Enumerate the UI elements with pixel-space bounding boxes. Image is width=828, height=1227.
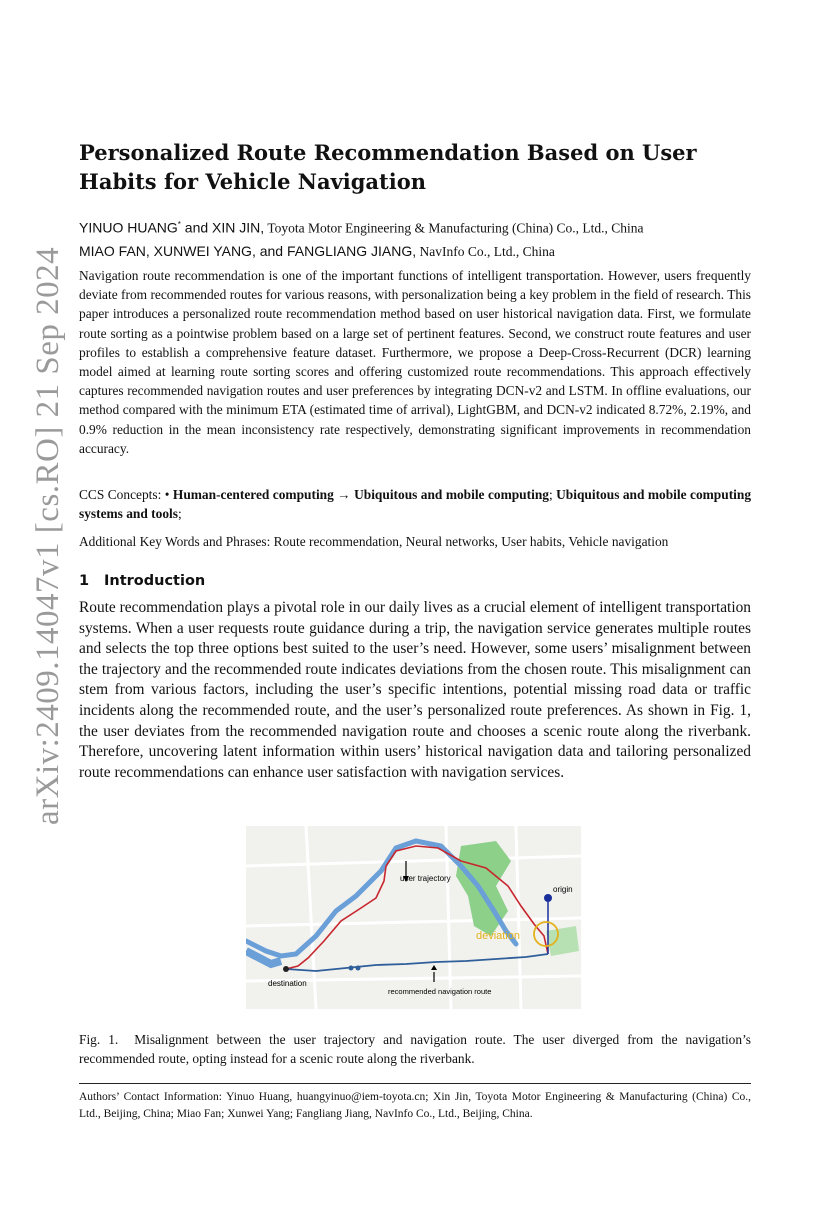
abstract: Navigation route recommendation is one of the important functions of intelligent transportation. However, users frequently deviate from recommended routes for various reasons, with personalization being a key problem in the field of research. This paper introduces a personalized route recommendation method based on user historical navigation data. First, we formulate route sorting as a pointwise problem based on a large set of pertinent features. Second, we construct route features and user profiles to establish a comprehensive feature dataset. Furthermore, we propose a Deep-Cross-Recurrent (DCR) learning model aimed at learning route sorting scores and offering customized route recommendations. This approach effectively captures recommended navigation routes and user preferences by integrating DCN-v2 and LSTM. In offline evaluations, our method compared with the minimum ETA (estimated time of arrival), LightGBM, and DCN-v2 indicated 8.72%, 2.19%, and 0.9% reduction in the mean inconsistency rate respectively, demonstrating significant improvements in recommendation accuracy. (79, 268, 751, 456)
affiliation-2: NavInfo Co., Ltd., China (416, 243, 555, 259)
caption-text: Misalignment between the user trajectory and navigation route. The user diverged from the navigation’s recommended route, opting instead for a scenic route along the riverbank. (79, 1032, 751, 1067)
ccs-bullet: • (164, 487, 173, 502)
author-contact-footnote: Authors’ Contact Information: Yinuo Huang, huangyinuo@iem-toyota.cn; Xin Jin, Toyota Motor Engineering & Manufacturing (China) Co., Ltd., Beijing, China; Miao Fan; Xunwei Yang; Fangliang Jiang, NavInfo Co., Ltd., Beijing, China. (79, 1091, 751, 1120)
paper-title: Personalized Route Recommendation Based on User Habits for Vehicle Navigation (79, 140, 697, 194)
label-recommended-route: recommended navigation route (388, 987, 492, 996)
section-number: 1 (79, 573, 90, 589)
map-svg (246, 826, 581, 1009)
park-area-2 (546, 926, 579, 956)
author-names-1: YINUO HUANG (79, 219, 178, 236)
author-line-2 (79, 240, 769, 263)
ccs-sep: ; (548, 487, 557, 502)
footnote-divider (79, 1083, 751, 1084)
figure-map (246, 826, 581, 1009)
author-block (79, 214, 769, 263)
author-line-1 (79, 214, 769, 240)
author-names-2: MIAO FAN, XUNWEI YANG, and FANGLIANG JIANG, (79, 242, 417, 259)
figure-caption (79, 1030, 751, 1068)
label-origin: origin (553, 885, 573, 894)
section-title: Introduction (104, 573, 206, 589)
affiliation-1: Toyota Motor Engineering & Manufacturing (China) Co., Ltd., China (264, 220, 644, 236)
recommended-arrowhead (431, 965, 437, 970)
ccs-concepts (79, 485, 751, 523)
origin-icon (544, 894, 552, 902)
intro-paragraph: Route recommendation plays a pivotal role in our daily lives as a crucial element of intelligent transportation systems. When a user requests route guidance during a trip, the navigation service generates multiple routes and selects the top three options best suited to the user’s need. However, some users’ misalignment between the trajectory and the recommended route indicates deviations from the chosen route. This misalignment can stem from various factors, including the user’s specific intentions, potential missing road data or traffic incidents along the recommended route, and the user’s personalized route preferences. As shown in Fig. 1, the user deviates from the recommended navigation route and chooses a scenic route along the riverbank. Therefore, uncovering latent information within users’ historical navigation data and tailoring personalized route recommendations can enhance user satisfaction with navigation services. (79, 599, 751, 781)
section-heading (79, 573, 205, 589)
label-destination: destination (268, 979, 307, 988)
author-names-1b: and XIN JIN, (180, 219, 265, 236)
ccs-concept-1: Human-centered computing → Ubiquitous and mobile computing (172, 487, 549, 502)
ccs-concept-2: Ubiquitous and mobile computing systems and tools (79, 487, 752, 522)
ccs-suffix: ; (177, 506, 182, 522)
ccs-prefix: CCS Concepts: (79, 487, 165, 502)
recommended-route-line (286, 954, 548, 971)
corresponding-mark: * (177, 220, 181, 229)
caption-label: Fig. 1. (79, 1032, 119, 1047)
label-user-trajectory: user trajectory (400, 874, 451, 883)
label-deviation: deviation (476, 930, 521, 942)
keywords: Additional Key Words and Phrases: Route recommendation, Neural networks, User habits, Vehicle navigation (79, 534, 669, 549)
arxiv-identifier: arXiv:2409.14047v1 [cs.RO] 21 Sep 2024 (30, 246, 66, 825)
destination-icon (283, 966, 289, 972)
